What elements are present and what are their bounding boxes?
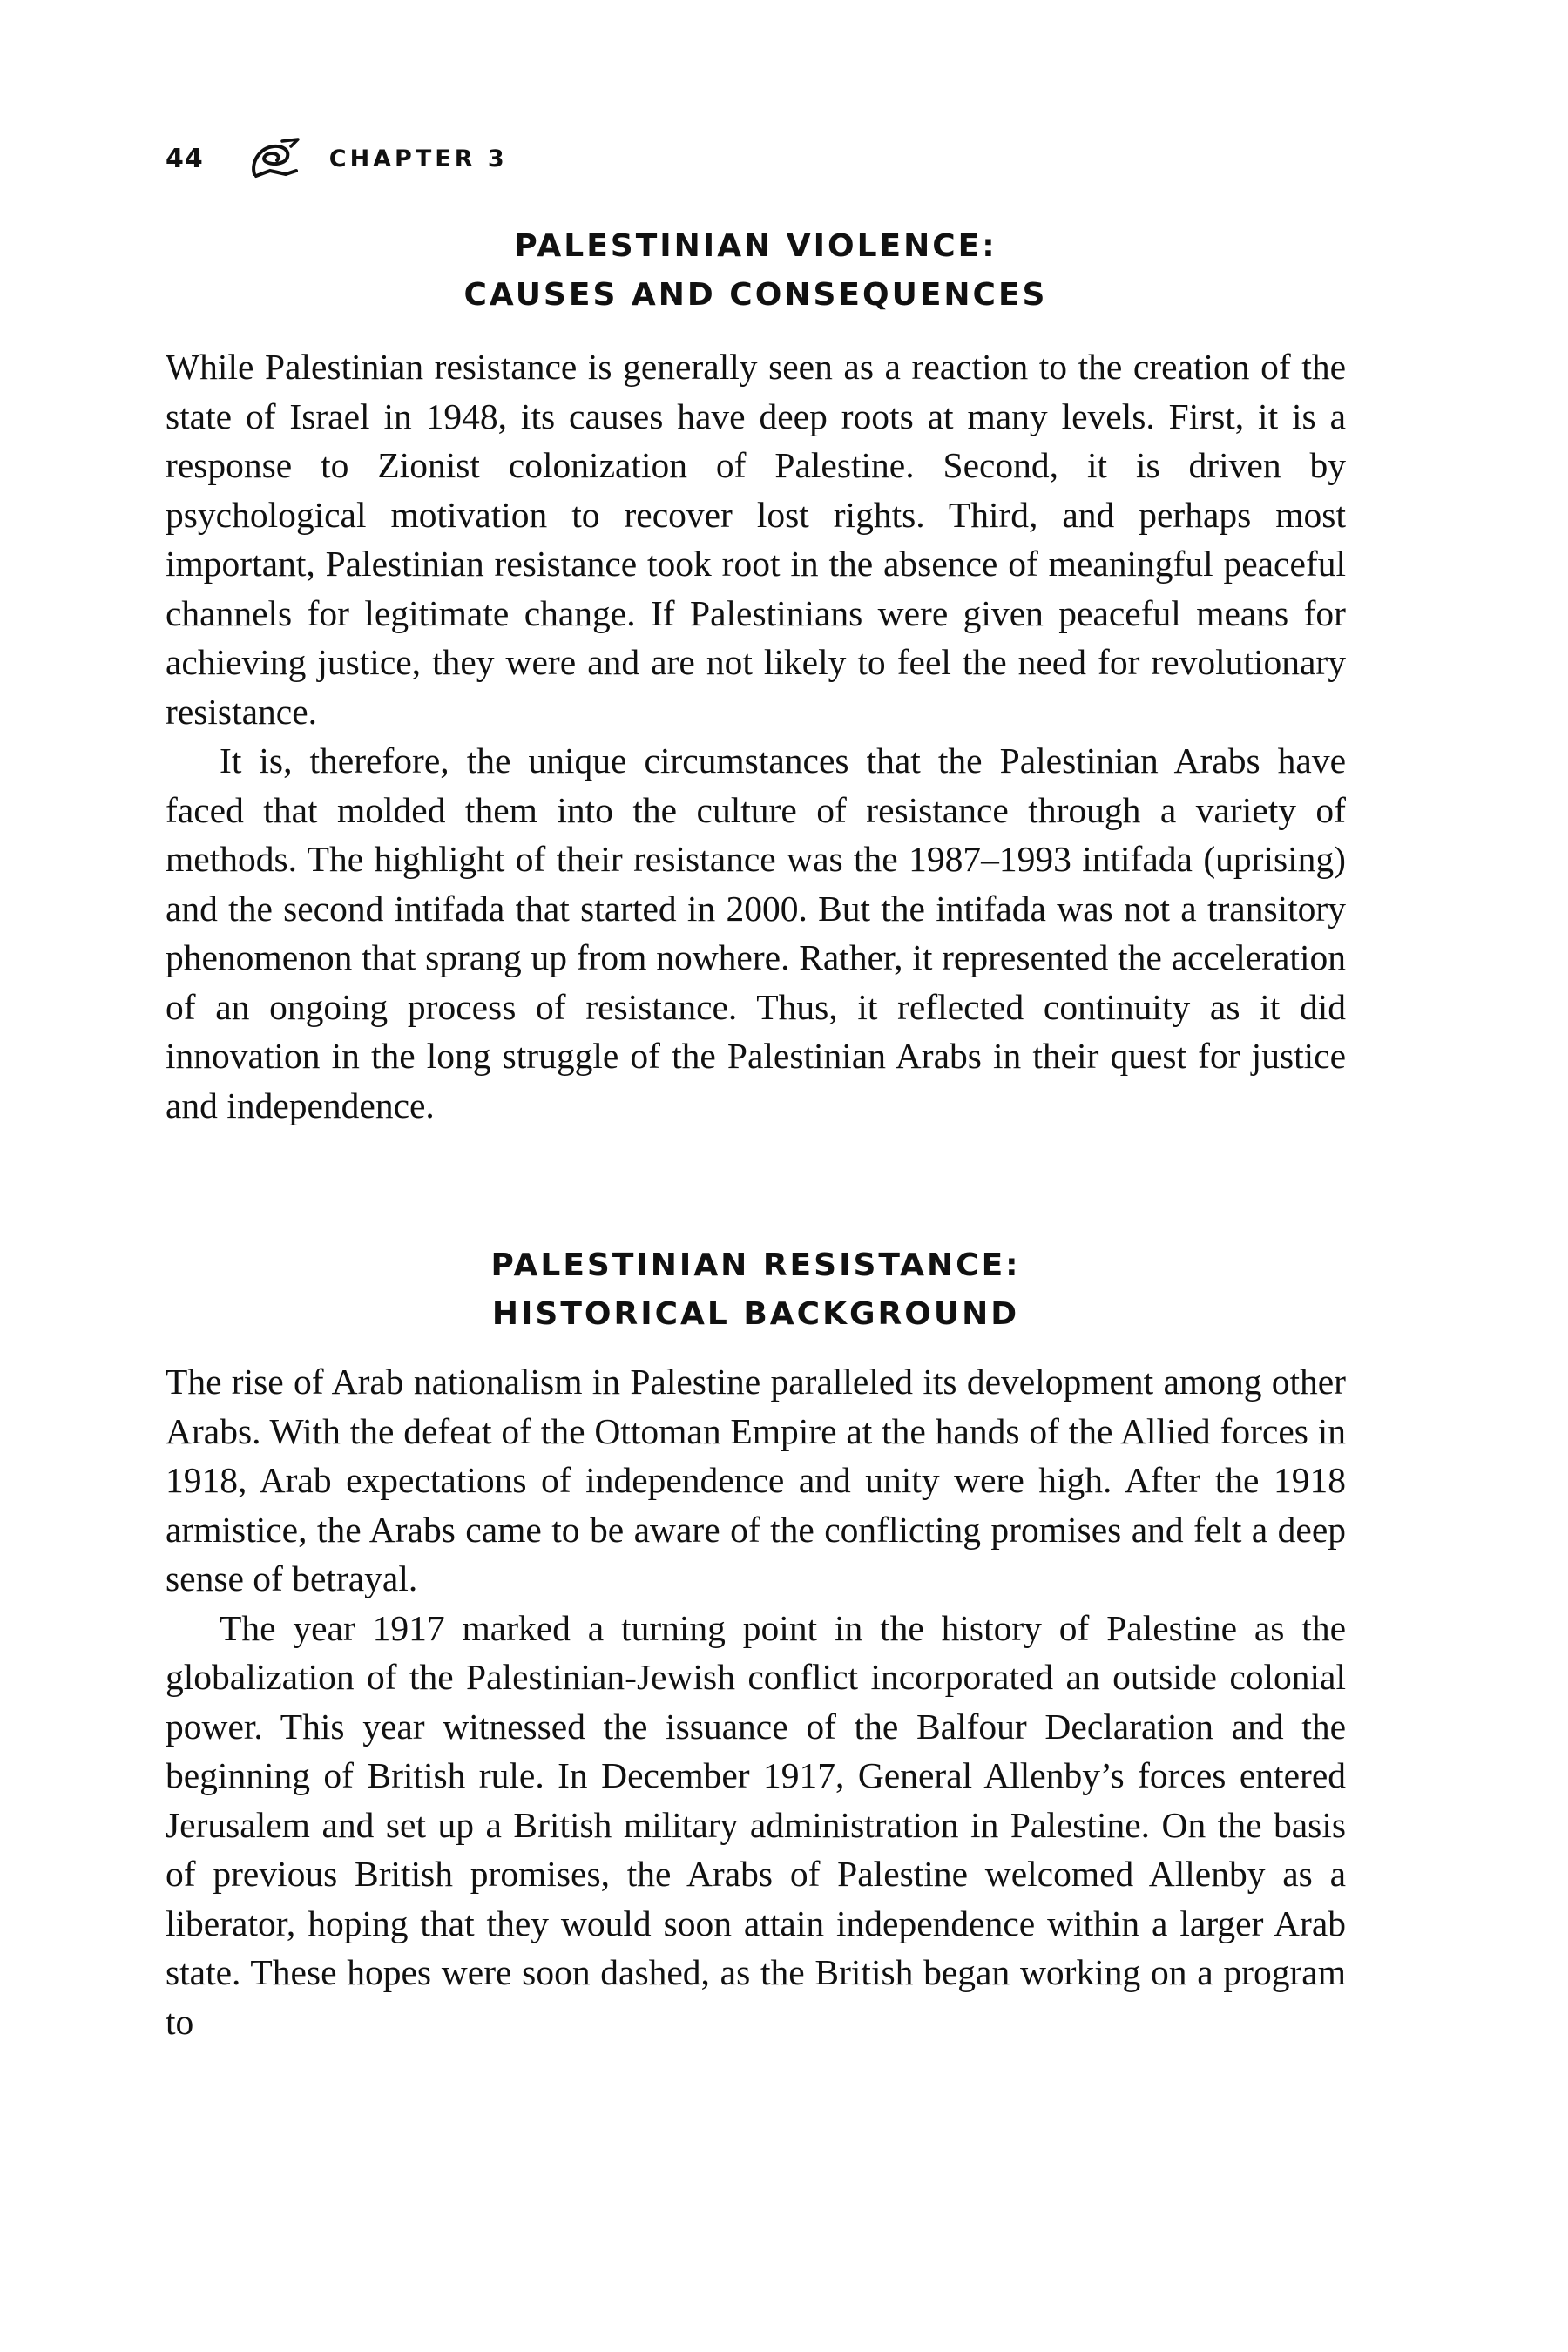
section-heading [166, 222, 1346, 320]
page-number: 44 [166, 143, 204, 174]
section-body [166, 1357, 1346, 2046]
section-heading-line: HISTORICAL BACKGROUND [491, 1296, 1020, 1332]
running-head [166, 132, 508, 185]
section-body [166, 342, 1346, 1130]
section-heading-line: PALESTINIAN RESISTANCE: [490, 1247, 1021, 1283]
paragraph: While Palestinian resistance is generally seen as a reaction to the creation of the state of Israel in 1948, its causes have deep roots at many levels. First, it is a response to Zionist colonization of Palestine. Second, it is driven by psychological motivation to recover lost rights. Third, and perhaps most important, Palestinian resistance took root in the absence of meaningful peaceful channels for legitimate change. If Palestinians were given peaceful means for achieving justice, they were and are not likely to feel the need for revolutionary resistance. [166, 347, 1346, 732]
section-heading-line: PALESTINIAN VIOLENCE: [514, 228, 997, 264]
section-heading [166, 1241, 1346, 1339]
paragraph: The rise of Arab nationalism in Palestine paralleled its development among other Arabs. With the defeat of the Ottoman Empire at the hands of the Allied forces in 1918, Arab expectations of independence and unity were high. After the 1918 armistice, the Arabs came to be aware of the conflicting promises and felt a deep sense of betrayal. [166, 1362, 1346, 1598]
paragraph: It is, therefore, the unique circumstances that the Palestinian Arabs have faced that molded them into the culture of resistance through a variety of methods. The highlight of their resistance was the 1987–1993 intifada (uprising) and the second intifada that started in 2000. But the intifada was not a transitory phenomenon that sprang up from nowhere. Rather, it represented the acceleration of an ongoing process of resistance. Thus, it reflected continuity as it did innovation in the long struggle of the Palestinian Arabs in their quest for justice and independence. [166, 740, 1346, 1125]
paragraph: The year 1917 marked a turning point in the history of Palestine as the globalization of the Palestinian-Jewish conflict incorporated an outside colonial power. This year witnessed the issuance of the Balfour Declaration and the beginning of British rule. In December 1917, General Allenby’s forces entered Jerusalem and set up a British military administration in Palestine. On the basis of previous British promises, the Arabs of Palestine welcomed Allenby as a liberator, hoping that they would soon attain independence within a larger Arab state. These hopes were soon dashed, as the British began working on a program to [166, 1607, 1346, 2042]
ornament-icon [247, 136, 301, 181]
chapter-label: CHAPTER 3 [328, 145, 508, 172]
section-heading-line: CAUSES AND CONSEQUENCES [463, 277, 1048, 313]
